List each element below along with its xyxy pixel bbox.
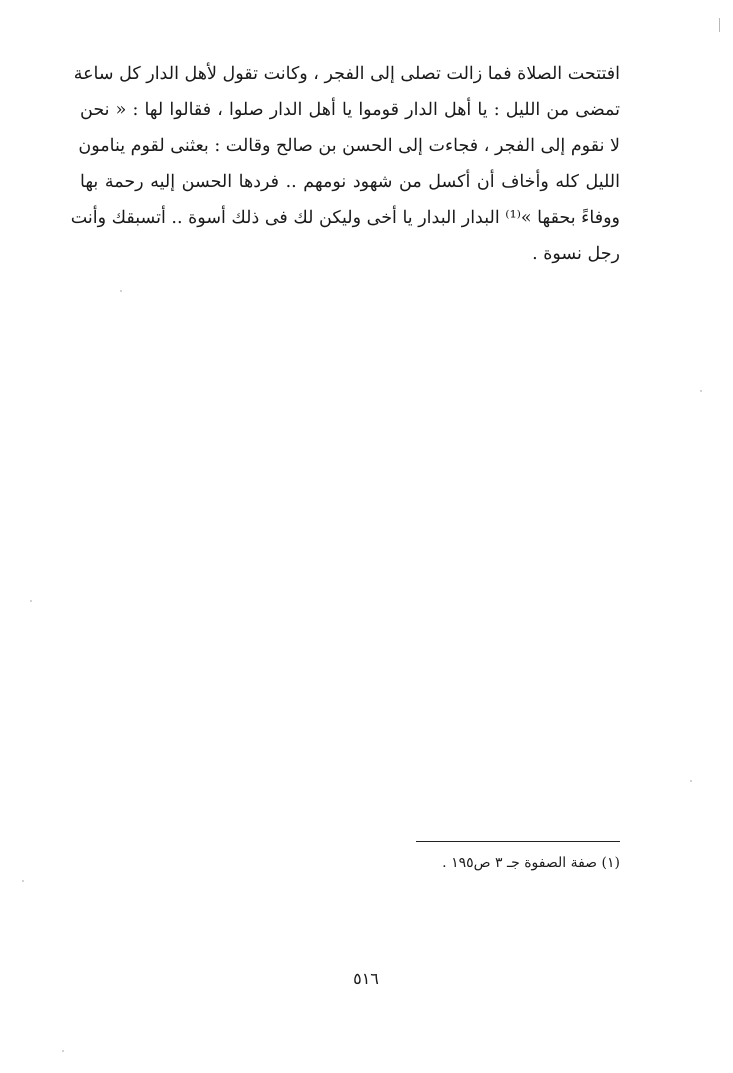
body-line-4: الليل كله وأخاف أن أكسل من شهود نومهم .. فردها الحسن إليه رحمة بها [80,172,620,192]
footnote-separator [416,841,620,842]
scan-speck [700,390,702,392]
body-line-1: افتتحت الصلاة فما زالت تصلى إلى الفجر ، وكانت تقول لأهل الدار كل ساعة [73,64,620,84]
scan-speck [30,600,32,602]
scan-speck [22,880,24,882]
footnote: (١) صفة الصفوة جـ ٣ ص١٩٥ . [442,855,620,871]
page-number: ٥١٦ [353,969,379,988]
body-line-5: ووفاءً بحقها »⁽¹⁾ البدار البدار يا أخى وليكن لك فى ذلك أسوة .. أتسبقك وأنت [70,208,620,228]
body-line-6: رجل نسوة . [532,244,620,264]
scan-speck [62,1050,64,1052]
scan-speck [690,780,692,782]
scan-speck [120,290,122,292]
body-text [70,56,620,272]
margin-mark [719,18,720,32]
body-line-3: لا نقوم إلى الفجر ، فجاءت إلى الحسن بن صالح وقالت : بعثنى لقوم ينامون [78,136,620,156]
body-line-2: تمضى من الليل : يا أهل الدار قوموا يا أهل الدار صلوا ، فقالوا لها : « نحن [80,100,620,120]
